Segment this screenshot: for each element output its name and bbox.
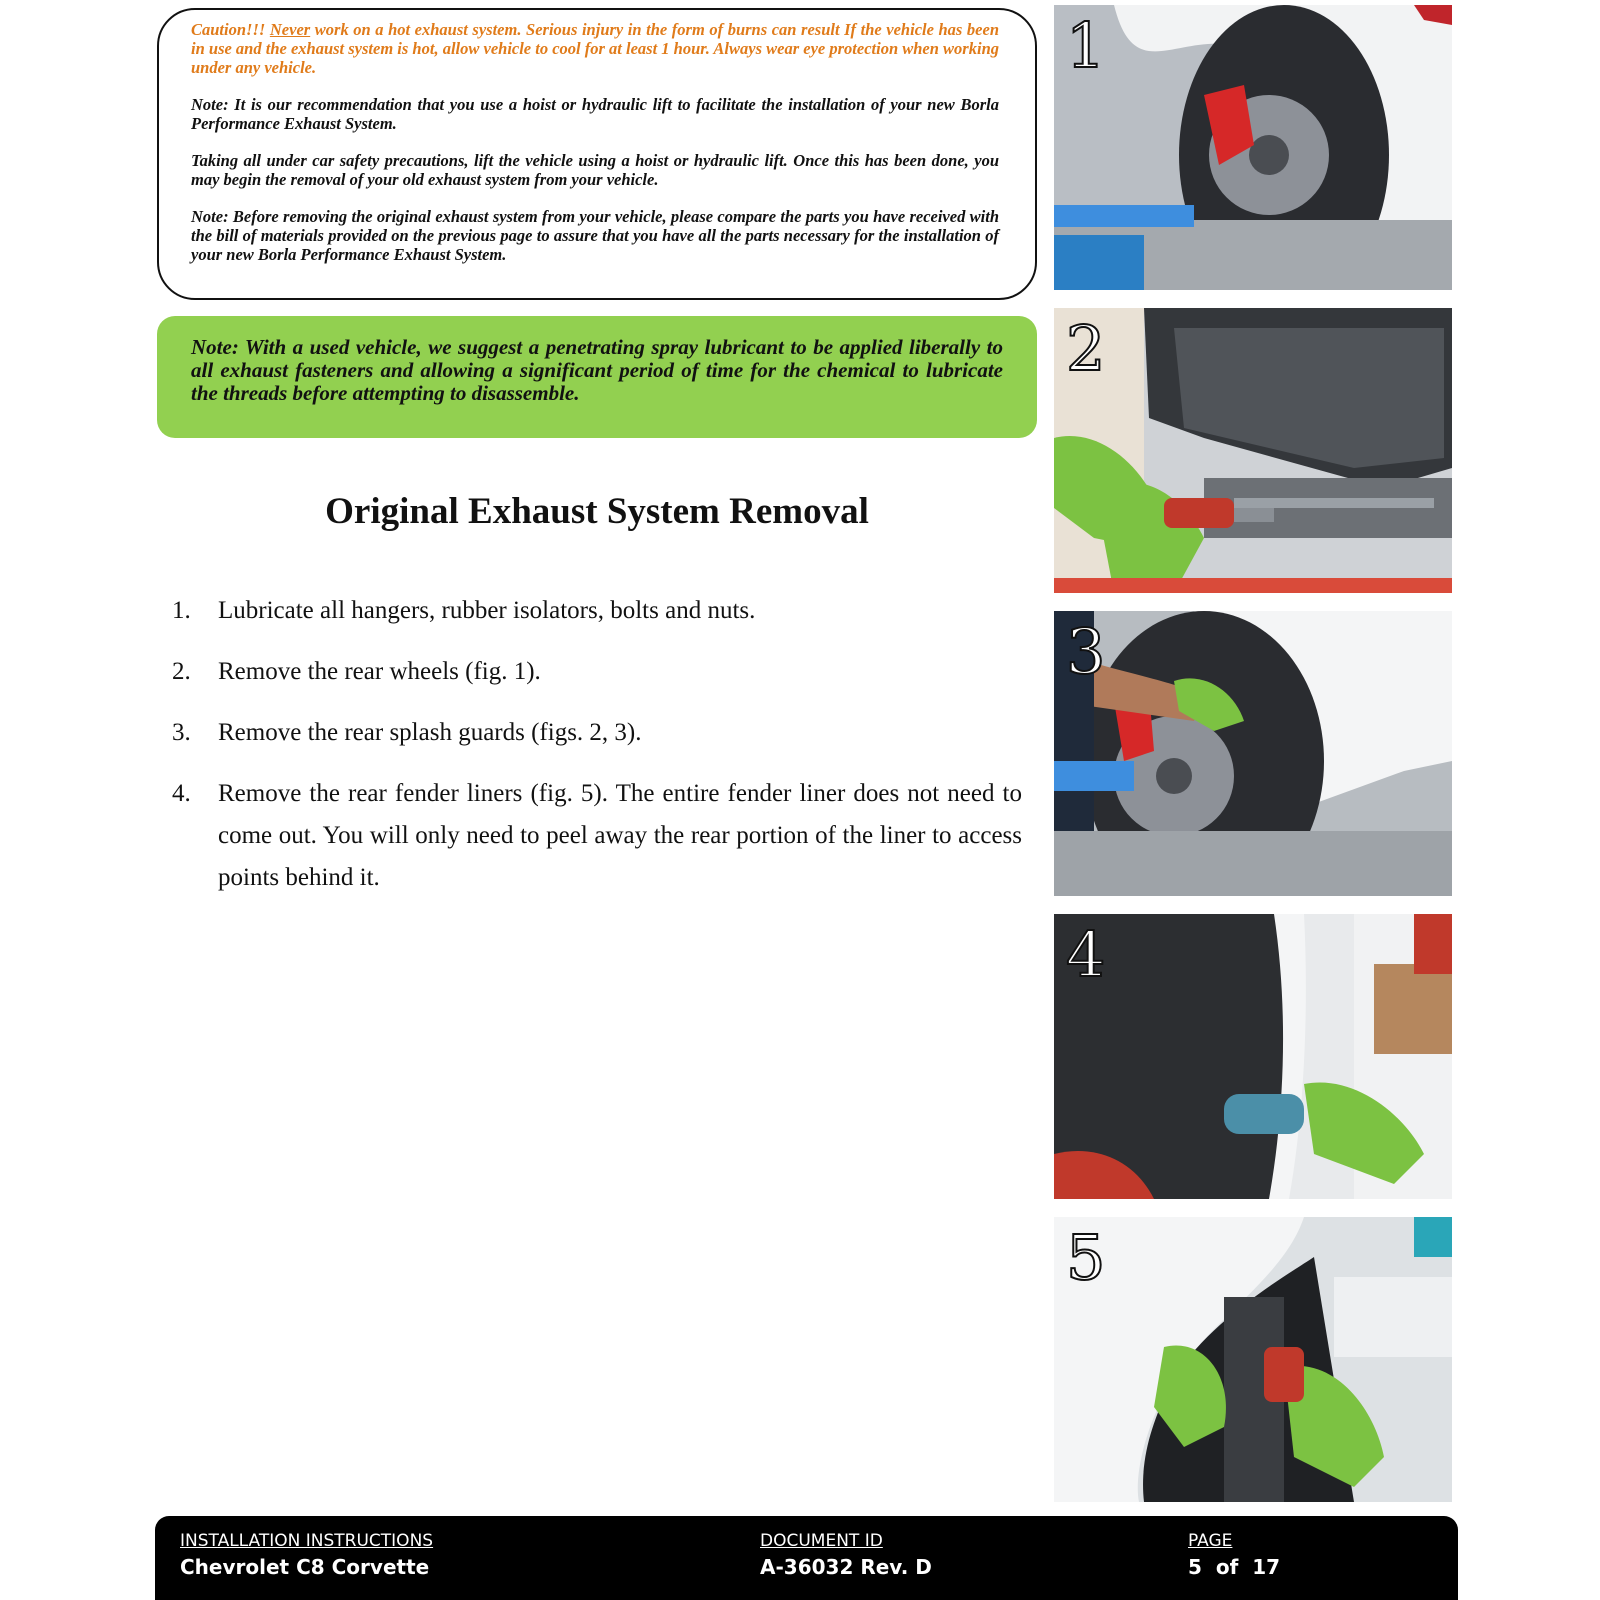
vehicle-name: Chevrolet C8 Corvette	[180, 1555, 430, 1579]
footer-document-block	[760, 1530, 932, 1582]
step-number: 2.	[172, 658, 191, 685]
figure-2	[1054, 308, 1452, 593]
splash-guard-removal-photo	[1054, 611, 1452, 896]
step-item	[172, 712, 1022, 754]
footer-label-document-id: DOCUMENT ID	[760, 1531, 883, 1551]
lubricant-note: Note: With a used vehicle, we suggest a penetrating spray lubricant to be applied liberally to all exhaust fasteners and allowing a significant period of time for the chemical to lubricate the threads before attempting to disassemble.	[157, 316, 1037, 438]
step-item	[172, 651, 1022, 693]
figure-1	[1054, 5, 1452, 290]
footer-label-page: PAGE	[1188, 1531, 1233, 1551]
splash-guard-ratchet-photo	[1054, 308, 1452, 593]
footer-label-instructions: INSTALLATION INSTRUCTIONS	[180, 1531, 434, 1551]
figure-3	[1054, 611, 1452, 896]
caution-text: Caution!!! Never work on a hot exhaust system. Serious injury in the form of burns can result If the vehicle has been in use and the exhaust system is hot, allow vehicle to cool for at least 1 hour. Always wear eye protection when working under any vehicle.	[191, 20, 999, 77]
step-number: 4.	[172, 780, 191, 807]
step-number: 1.	[172, 597, 191, 624]
figure-5	[1054, 1217, 1452, 1502]
step-item	[172, 773, 1022, 899]
figure-number: 5	[1066, 1221, 1106, 1294]
step-text: Remove the rear fender liners (fig. 5). The entire fender liner does not need to come out. You will only need to peel away the rear portion of the liner to access points behind it.	[218, 780, 1022, 891]
caution-box	[157, 8, 1037, 300]
removal-steps	[172, 590, 1022, 918]
figure-number: 4	[1066, 918, 1106, 991]
step-item	[172, 590, 1022, 632]
figure-number: 1	[1066, 9, 1106, 82]
figure-number: 2	[1066, 312, 1106, 385]
section-title: Original Exhaust System Removal	[325, 491, 869, 532]
parts-check-note: Note: Before removing the original exhaust system from your vehicle, please compare the parts you have received with the bill of materials provided on the previous page to assure that you have all the parts necessary for the installation of your new Borla Performance Exhaust System.	[191, 207, 999, 264]
document-id: A-36032 Rev. D	[760, 1555, 932, 1579]
caution-never: Never	[269, 20, 311, 39]
fender-liner-ratchet-photo	[1054, 914, 1452, 1199]
wheel-brake-photo	[1054, 5, 1452, 290]
hoist-note: Note: It is our recommendation that you use a hoist or hydraulic lift to facilitate the installation of your new Borla Performance Exhaust System.	[191, 95, 999, 133]
figure-number: 3	[1066, 615, 1106, 688]
figure-column	[1054, 5, 1452, 1520]
footer-bar	[155, 1516, 1458, 1600]
footer-title-block	[180, 1530, 433, 1582]
step-text: Remove the rear splash guards (figs. 2, 3).	[218, 719, 642, 746]
step-text: Lubricate all hangers, rubber isolators, bolts and nuts.	[218, 597, 756, 624]
fender-liner-peel-photo	[1054, 1217, 1452, 1502]
safety-paragraph: Taking all under car safety precautions, lift the vehicle using a hoist or hydraulic lift. Once this has been done, you may begin the removal of your old exhaust system from your vehicle.	[191, 151, 999, 189]
step-number: 3.	[172, 719, 191, 746]
footer-page-block	[1188, 1530, 1280, 1582]
step-text: Remove the rear wheels (fig. 1).	[218, 658, 541, 685]
figure-4	[1054, 914, 1452, 1199]
page-number: 5 of 17	[1188, 1555, 1281, 1579]
